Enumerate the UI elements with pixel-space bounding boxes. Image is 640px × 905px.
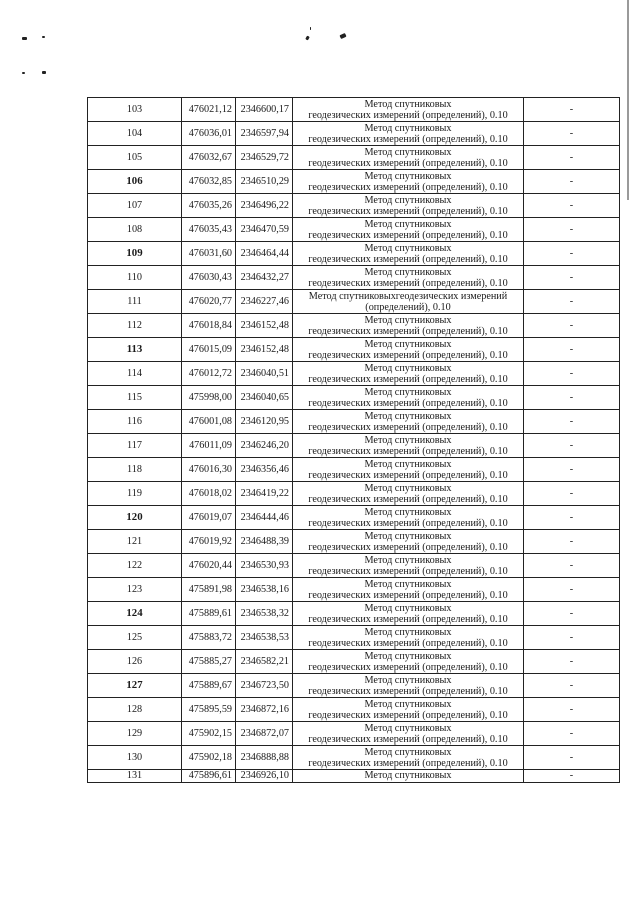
method-line-1: Метод спутниковых: [364, 266, 452, 278]
coordinate-y: 2346470,59: [236, 218, 293, 242]
table-row: [88, 338, 620, 362]
method-cell: [293, 458, 524, 482]
coordinate-y: 2346120,95: [236, 410, 293, 434]
value-cell: -: [524, 674, 620, 698]
scan-speck: [339, 33, 346, 39]
coordinate-y: 2346872,07: [236, 722, 293, 746]
method-line-1: Метод спутниковых: [364, 626, 452, 638]
coordinate-y: 2346444,46: [236, 506, 293, 530]
method-cell: [293, 554, 524, 578]
table-row: [88, 674, 620, 698]
coordinate-x: 475902,18: [182, 746, 236, 770]
value-cell: -: [524, 386, 620, 410]
method-line-1: Метод спутниковых: [364, 314, 452, 326]
point-number: 108: [88, 218, 182, 242]
scan-speck: [305, 36, 310, 41]
method-line-2: геодезических измерений (определений), 0.10: [308, 325, 508, 337]
coordinate-y: 2346538,32: [236, 602, 293, 626]
value-cell: -: [524, 194, 620, 218]
coordinate-x: 476021,12: [182, 98, 236, 122]
coordinate-x: 475883,72: [182, 626, 236, 650]
table-row: [88, 626, 620, 650]
coordinate-x: 475895,59: [182, 698, 236, 722]
table-row: [88, 194, 620, 218]
method-line-1: Метод спутниковых: [364, 194, 452, 206]
method-cell: [293, 722, 524, 746]
value-cell: -: [524, 578, 620, 602]
value-cell: -: [524, 218, 620, 242]
value-cell: -: [524, 122, 620, 146]
table-row: [88, 146, 620, 170]
method-cell: [293, 482, 524, 506]
point-number: 103: [88, 98, 182, 122]
coordinate-y: 2346152,48: [236, 338, 293, 362]
coordinate-y: 2346597,94: [236, 122, 293, 146]
scan-speck: [22, 37, 27, 40]
table-row: [88, 266, 620, 290]
method-line-1: Метод спутниковых: [364, 170, 452, 182]
scan-speck: [22, 72, 25, 74]
coordinate-x: 476035,43: [182, 218, 236, 242]
coordinate-x: 476018,84: [182, 314, 236, 338]
coordinate-x: 476012,72: [182, 362, 236, 386]
point-number: 129: [88, 722, 182, 746]
table-row: [88, 122, 620, 146]
point-number: 124: [88, 602, 182, 626]
value-cell: -: [524, 650, 620, 674]
method-cell: [293, 578, 524, 602]
value-cell: -: [524, 554, 620, 578]
method-line-2: геодезических измерений (определений), 0.10: [308, 517, 508, 529]
method-cell: [293, 146, 524, 170]
table-row: [88, 554, 620, 578]
point-number: 121: [88, 530, 182, 554]
method-cell: [293, 242, 524, 266]
method-line-2: геодезических измерений (определений), 0.10: [308, 661, 508, 673]
table-row: [88, 578, 620, 602]
method-cell: [293, 122, 524, 146]
method-line-1: Метод спутниковых: [364, 722, 452, 734]
value-cell: -: [524, 146, 620, 170]
method-line-1: Метод спутниковых: [364, 578, 452, 590]
method-cell: [293, 698, 524, 722]
value-cell: -: [524, 602, 620, 626]
point-number: 122: [88, 554, 182, 578]
method-line-1: Метод спутниковых: [364, 146, 452, 158]
method-line-2: геодезических измерений (определений), 0.10: [308, 421, 508, 433]
method-line-2: геодезических измерений (определений), 0.10: [308, 181, 508, 193]
value-cell: -: [524, 770, 620, 783]
coordinate-x: 476035,26: [182, 194, 236, 218]
coordinates-table: [87, 97, 620, 783]
coordinate-x: 476019,92: [182, 530, 236, 554]
method-line-1: Метод спутниковых: [364, 242, 452, 254]
method-line-1: Метод спутниковых: [364, 674, 452, 686]
method-line-1: Метод спутниковых: [364, 98, 452, 110]
method-cell: [293, 314, 524, 338]
coordinate-x: 476036,01: [182, 122, 236, 146]
method-line-2: геодезических измерений (определений), 0.10: [308, 133, 508, 145]
coordinate-y: 2346488,39: [236, 530, 293, 554]
method-line-2: геодезических измерений (определений), 0.10: [308, 253, 508, 265]
coordinate-y: 2346538,53: [236, 626, 293, 650]
value-cell: -: [524, 338, 620, 362]
coordinate-y: 2346040,65: [236, 386, 293, 410]
table-row: [88, 602, 620, 626]
method-cell: [293, 650, 524, 674]
table-row: [88, 530, 620, 554]
table-row: [88, 362, 620, 386]
table-row: [88, 434, 620, 458]
value-cell: -: [524, 170, 620, 194]
coordinate-y: 2346152,48: [236, 314, 293, 338]
table-row: [88, 314, 620, 338]
point-number: 111: [88, 290, 182, 314]
coordinate-x: 475896,61: [182, 770, 236, 783]
coordinate-y: 2346246,20: [236, 434, 293, 458]
table-row: [88, 482, 620, 506]
method-line-1: Метод спутниковых: [364, 410, 452, 422]
point-number: 126: [88, 650, 182, 674]
coordinate-y: 2346530,93: [236, 554, 293, 578]
table-row: [88, 650, 620, 674]
method-cell: [293, 266, 524, 290]
method-cell: [293, 602, 524, 626]
coordinate-y: 2346538,16: [236, 578, 293, 602]
method-cell: [293, 530, 524, 554]
value-cell: -: [524, 458, 620, 482]
point-number: 115: [88, 386, 182, 410]
method-line-2: геодезических измерений (определений), 0.10: [308, 157, 508, 169]
coordinate-x: 475902,15: [182, 722, 236, 746]
method-cell: [293, 386, 524, 410]
method-line-2: геодезических измерений (определений), 0.10: [308, 349, 508, 361]
coordinate-y: 2346040,51: [236, 362, 293, 386]
method-line-1: Метод спутниковых: [364, 746, 452, 758]
method-line-2: геодезических измерений (определений), 0.10: [308, 397, 508, 409]
coordinate-y: 2346227,46: [236, 290, 293, 314]
method-cell: [293, 170, 524, 194]
method-line-1: Метод спутниковых: [364, 530, 452, 542]
method-line-1: Метод спутниковых: [364, 362, 452, 374]
method-cell: [293, 506, 524, 530]
value-cell: -: [524, 290, 620, 314]
coordinate-y: 2346419,22: [236, 482, 293, 506]
value-cell: -: [524, 266, 620, 290]
point-number: 123: [88, 578, 182, 602]
point-number: 125: [88, 626, 182, 650]
method-line-1: Метод спутниковых: [364, 698, 452, 710]
table-row: [88, 506, 620, 530]
coordinate-y: 2346600,17: [236, 98, 293, 122]
method-line-2: геодезических измерений (определений), 0.10: [308, 613, 508, 625]
method-cell: [293, 218, 524, 242]
coordinate-y: 2346464,44: [236, 242, 293, 266]
table-row: [88, 722, 620, 746]
coordinate-x: 476020,77: [182, 290, 236, 314]
point-number: 128: [88, 698, 182, 722]
method-line-2: геодезических измерений (определений), 0.10: [308, 493, 508, 505]
coordinate-x: 476001,08: [182, 410, 236, 434]
method-line-2: геодезических измерений (определений), 0.10: [308, 757, 508, 769]
point-number: 120: [88, 506, 182, 530]
point-number: 112: [88, 314, 182, 338]
method-cell: [293, 338, 524, 362]
method-cell: [293, 98, 524, 122]
coordinate-y: 2346582,21: [236, 650, 293, 674]
scan-speck: [42, 71, 46, 74]
table-row: [88, 458, 620, 482]
point-number: 127: [88, 674, 182, 698]
table-row: [88, 698, 620, 722]
coordinate-y: 2346723,50: [236, 674, 293, 698]
coordinate-x: 476032,85: [182, 170, 236, 194]
point-number: 131: [88, 770, 182, 783]
value-cell: -: [524, 530, 620, 554]
method-line-1: Метод спутниковых: [364, 458, 452, 470]
method-line-1: Метод спутниковых: [364, 506, 452, 518]
table-row: [88, 386, 620, 410]
point-number: 118: [88, 458, 182, 482]
coordinate-y: 2346529,72: [236, 146, 293, 170]
coordinate-x: 476018,02: [182, 482, 236, 506]
coordinate-y: 2346356,46: [236, 458, 293, 482]
method-line-2: геодезических измерений (определений), 0.10: [308, 565, 508, 577]
method-cell: [293, 746, 524, 770]
method-line-1: Метод спутниковых: [364, 554, 452, 566]
method-cell: [293, 674, 524, 698]
point-number: 107: [88, 194, 182, 218]
table-row: [88, 98, 620, 122]
value-cell: -: [524, 626, 620, 650]
method-line-1: Метод спутниковых: [364, 122, 452, 134]
table-row: [88, 242, 620, 266]
scan-speck: [310, 27, 311, 30]
coordinate-x: 476011,09: [182, 434, 236, 458]
method-line-2: геодезических измерений (определений), 0.10: [308, 469, 508, 481]
coordinate-x: 475998,00: [182, 386, 236, 410]
method-line-2: геодезических измерений (определений), 0.10: [308, 373, 508, 385]
method-line-2: геодезических измерений (определений), 0.10: [308, 709, 508, 721]
method-cell: [293, 434, 524, 458]
method-line-2: геодезических измерений (определений), 0.10: [308, 109, 508, 121]
value-cell: -: [524, 98, 620, 122]
method-line-2: геодезических измерений (определений), 0.10: [308, 277, 508, 289]
point-number: 105: [88, 146, 182, 170]
method-cell: [293, 410, 524, 434]
value-cell: -: [524, 698, 620, 722]
coordinate-x: 476031,60: [182, 242, 236, 266]
value-cell: -: [524, 482, 620, 506]
coordinates-table-body: [88, 98, 620, 783]
method-cell: [293, 194, 524, 218]
method-line-1: Метод спутниковых: [364, 482, 452, 494]
point-number: 104: [88, 122, 182, 146]
table-row: [88, 770, 620, 783]
method-line-2: геодезических измерений (определений), 0.10: [308, 445, 508, 457]
value-cell: -: [524, 314, 620, 338]
point-number: 117: [88, 434, 182, 458]
coordinate-x: 476020,44: [182, 554, 236, 578]
method-line-2: геодезических измерений (определений), 0.10: [308, 637, 508, 649]
point-number: 119: [88, 482, 182, 506]
table-row: [88, 410, 620, 434]
value-cell: -: [524, 746, 620, 770]
table-row: [88, 290, 620, 314]
method-line-1: Метод спутниковых: [364, 770, 452, 781]
coordinate-x: 476032,67: [182, 146, 236, 170]
value-cell: -: [524, 506, 620, 530]
method-line-1: Метод спутниковых: [364, 218, 452, 230]
coordinate-y: 2346926,10: [236, 770, 293, 783]
point-number: 130: [88, 746, 182, 770]
coordinate-x: 475889,67: [182, 674, 236, 698]
method-line-2: геодезических измерений (определений), 0.10: [308, 541, 508, 553]
coordinate-y: 2346510,29: [236, 170, 293, 194]
point-number: 110: [88, 266, 182, 290]
point-number: 109: [88, 242, 182, 266]
coordinate-y: 2346872,16: [236, 698, 293, 722]
method-line-2: геодезических измерений (определений), 0.10: [308, 589, 508, 601]
method-cell: [293, 770, 524, 783]
method-line-1: Метод спутниковых: [364, 602, 452, 614]
coordinate-x: 476019,07: [182, 506, 236, 530]
value-cell: -: [524, 242, 620, 266]
coordinate-x: 476016,30: [182, 458, 236, 482]
coordinate-x: 476015,09: [182, 338, 236, 362]
point-number: 113: [88, 338, 182, 362]
coordinate-x: 476030,43: [182, 266, 236, 290]
point-number: 116: [88, 410, 182, 434]
method-line-2: геодезических измерений (определений), 0.10: [308, 205, 508, 217]
value-cell: -: [524, 362, 620, 386]
method-line-2: (определений), 0.10: [365, 301, 451, 313]
method-cell: [293, 290, 524, 314]
coordinate-y: 2346888,88: [236, 746, 293, 770]
method-line-1: Метод спутниковых: [364, 650, 452, 662]
scan-speck: [42, 36, 45, 38]
method-line-1: Метод спутниковых: [364, 338, 452, 350]
point-number: 106: [88, 170, 182, 194]
coordinate-y: 2346496,22: [236, 194, 293, 218]
method-cell: [293, 626, 524, 650]
method-line-1: Метод спутниковых: [364, 434, 452, 446]
method-cell: [293, 362, 524, 386]
method-line-2: геодезических измерений (определений), 0.10: [308, 685, 508, 697]
method-line-2: геодезических измерений (определений), 0.10: [308, 229, 508, 241]
table-row: [88, 218, 620, 242]
point-number: 114: [88, 362, 182, 386]
value-cell: -: [524, 434, 620, 458]
method-line-1: Метод спутниковых: [364, 386, 452, 398]
method-line-1: Метод спутниковыхгеодезических измерений: [308, 290, 508, 302]
value-cell: -: [524, 722, 620, 746]
scan-edge-line: [627, 0, 629, 200]
value-cell: -: [524, 410, 620, 434]
coordinate-x: 475885,27: [182, 650, 236, 674]
coordinate-x: 475891,98: [182, 578, 236, 602]
table-row: [88, 746, 620, 770]
method-line-2: геодезических измерений (определений), 0.10: [308, 733, 508, 745]
coordinate-x: 475889,61: [182, 602, 236, 626]
coordinate-y: 2346432,27: [236, 266, 293, 290]
table-row: [88, 170, 620, 194]
